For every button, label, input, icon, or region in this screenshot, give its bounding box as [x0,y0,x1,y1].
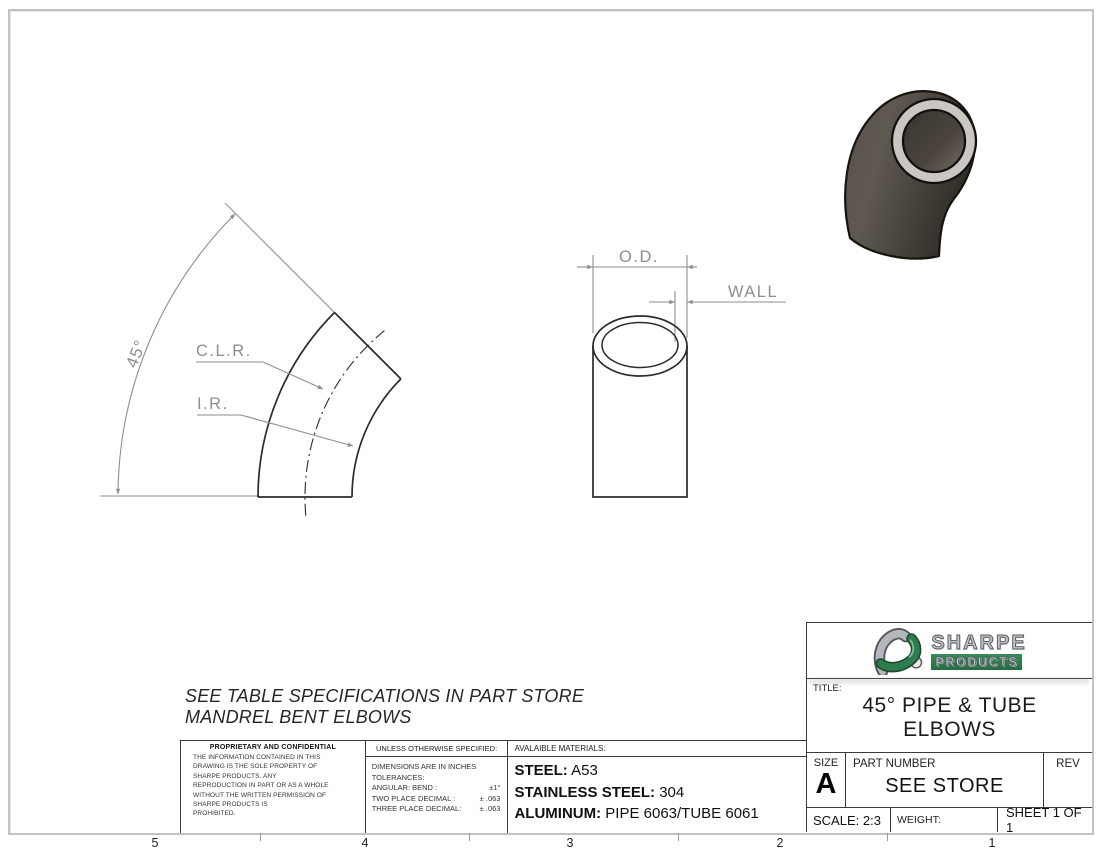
pipe-body-outline [593,346,687,497]
size-value: A [815,768,837,800]
elbow-centerline-arc [305,331,384,516]
weight-cell: WEIGHT: [891,808,998,832]
od-dimension-label: O.D. [619,248,659,266]
size-part-rev-row [807,753,1092,808]
material-row: STEEL: A53 [514,762,598,779]
angle-dimension-label: 45° [122,336,151,371]
sharpe-logo [807,623,1092,679]
tolerance-row: THREE PLACE DECIMAL: ± .063 [371,804,501,813]
tolerance-text: DIMENSIONS ARE IN INCHES TOLERANCES: ANGULAR: BEND : ±1° TWO PLACE DECIMAL : ± .063 THREE PLACE DECIMAL: ± .063 [371,762,501,813]
zone-tick [887,833,888,841]
drawing-note [185,686,584,728]
pipe-section-view [577,248,786,497]
clr-leader-line [196,362,323,389]
materials-header: AVALAIBLE MATERIALS: [508,741,806,757]
material-row: ALUMINUM: PIPE 6063/TUBE 6061 [514,805,759,822]
proprietary-block [181,741,366,833]
ir-leader-line [197,415,353,446]
wall-dimension-label: WALL [727,283,779,301]
note-line-2: MANDREL BENT ELBOWS [185,707,412,727]
size-cell [807,753,846,807]
zone-tick [260,833,261,841]
part-number-cell [846,753,1044,807]
elbow-inner-arc [352,379,401,497]
scale-cell: SCALE: 2:3 [807,808,891,832]
sheet-cell: SHEET 1 OF 1 [1006,805,1082,835]
size-label: SIZE [813,757,839,769]
info-strip [180,740,806,833]
elbow-3d-bore [903,110,965,172]
part-number-value: SEE STORE [885,775,1004,797]
title-block [806,622,1092,835]
tolerance-row: ANGULAR: BEND : ±1° [371,783,501,792]
tolerance-block [366,741,509,833]
angled-reference-line [225,203,335,313]
title-row [807,679,1092,753]
sharpe-logo-text [931,632,1026,670]
zone-tick [469,833,470,841]
zone-number-3: 3 [566,836,574,850]
rev-cell: REV [1056,758,1080,770]
part-number-label: PART NUMBER [853,758,936,770]
materials-list [508,757,806,825]
tolerance-header: UNLESS OTHERWISE SPECIFIED: [366,741,508,757]
scale-weight-sheet-row [807,805,1092,835]
title-label: TITLE: [813,683,842,694]
zone-number-2: 2 [776,836,784,850]
elbow-outer-arc [258,313,335,498]
isometric-elbow [845,91,976,258]
pipe-inner-ellipse [602,323,678,368]
ir-label: I.R. [197,395,229,413]
tolerance-row: TWO PLACE DECIMAL : ± .063 [371,793,501,803]
logo-word-products: PRODUCTS [931,654,1022,670]
logo-word-sharpe: SHARPE [931,631,1027,654]
zone-tick [678,833,679,841]
zone-number-1: 1 [988,836,996,850]
drawing-title: 45° PIPE & TUBE ELBOWS [862,694,1037,741]
proprietary-text: THE INFORMATION CONTAINED IN THIS DRAWING IS THE SOLE PROPERTY OF SHARPE PRODUCTS. ANY REPRODUCTION IN PART OR AS A WHOLE WITHOUT THE WRITTEN PERMISSION OF SHARPE PRODUCTS IS PROHIBITED. [193,754,329,818]
proprietary-title: PROPRIETARY AND CONFIDENTIAL [209,744,336,751]
clr-label: C.L.R. [196,342,252,360]
materials-block [508,741,806,833]
zone-number-5: 5 [151,836,159,850]
material-row: STAINLESS STEEL: 304 [514,783,685,801]
zone-number-4: 4 [361,836,369,850]
note-line-1: SEE TABLE SPECIFICATIONS IN PART STORE [185,686,585,706]
elbow-bend-view [100,203,401,516]
sharpe-logo-icon [872,627,924,675]
